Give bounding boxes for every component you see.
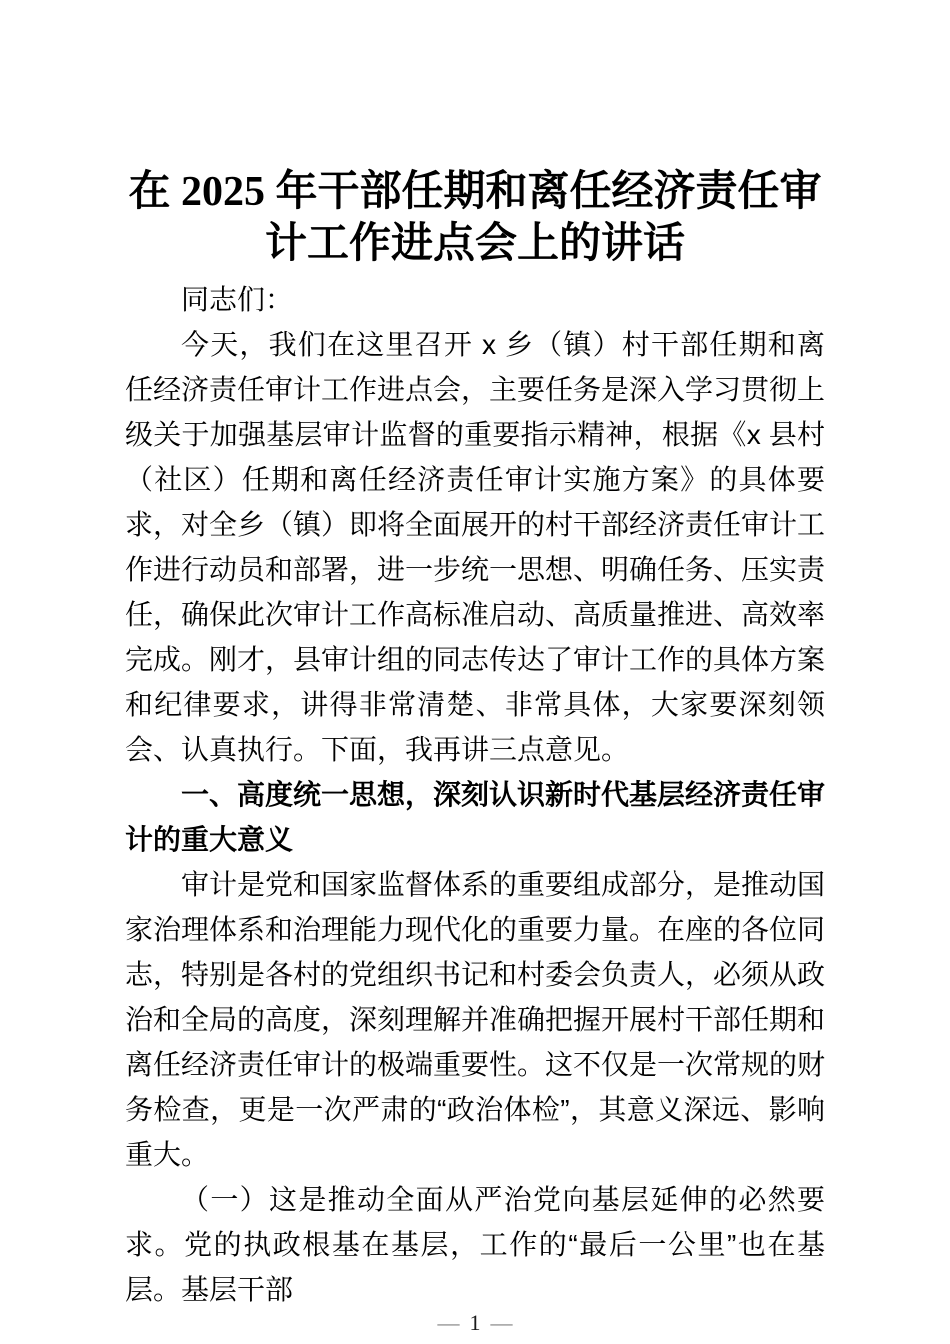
page-number: 1 (469, 1310, 481, 1335)
subsection-one-paragraph: （一）这是推动全面从严治党向基层延伸的必然要求。党的执政根基在基层，工作的“最后一公里”也在基层。基层干部 (125, 1184, 825, 1305)
document-body (125, 277, 825, 1312)
salutation: 同志们： (181, 284, 294, 315)
footer-dash-right: — (490, 1310, 513, 1335)
page-footer (0, 1308, 950, 1338)
document-title: 在 2025 年干部任期和离任经济责任审计工作进点会上的讲话 (128, 169, 822, 267)
section-one-heading: 一、高度统一思想，深刻认识新时代基层经济责任审计的重大意义 (125, 779, 826, 855)
section-one-paragraph: 审计是党和国家监督体系的重要组成部分，是推动国家治理体系和治理能力现代化的重要力量。在座的各位同志，特别是各村的党组织书记和村委会负责人，必须从政治和全局的高度，深刻理解并准确把握开展村干部任期和离任经济责任审计的极端重要性。这不仅是一次常规的财务检查，更是一次严肃的“政治体检”，其意义深远、影响重大。 (125, 869, 826, 1170)
footer-dash-left: — (437, 1310, 460, 1335)
intro-paragraph: 今天，我们在这里召开 x 乡（镇）村干部任期和离任经济责任审计工作进点会，主要任务是深入学习贯彻上级关于加强基层审计监督的重要指示精神，根据《x 县村（社区）任期和离任经济责任审计实施方案》的具体要求，对全乡（镇）即将全面展开的村干部经济责任审计工作进行动员和部署，进一步统一思想、明确任务、压实责任，确保此次审计工作高标准启动、高质量推进、高效率完成。刚才，县审计组的同志传达了审计工作的具体方案和纪律要求，讲得非常清楚、非常具体，大家要深刻领会、认真执行。下面，我再讲三点意见。 (125, 329, 826, 765)
